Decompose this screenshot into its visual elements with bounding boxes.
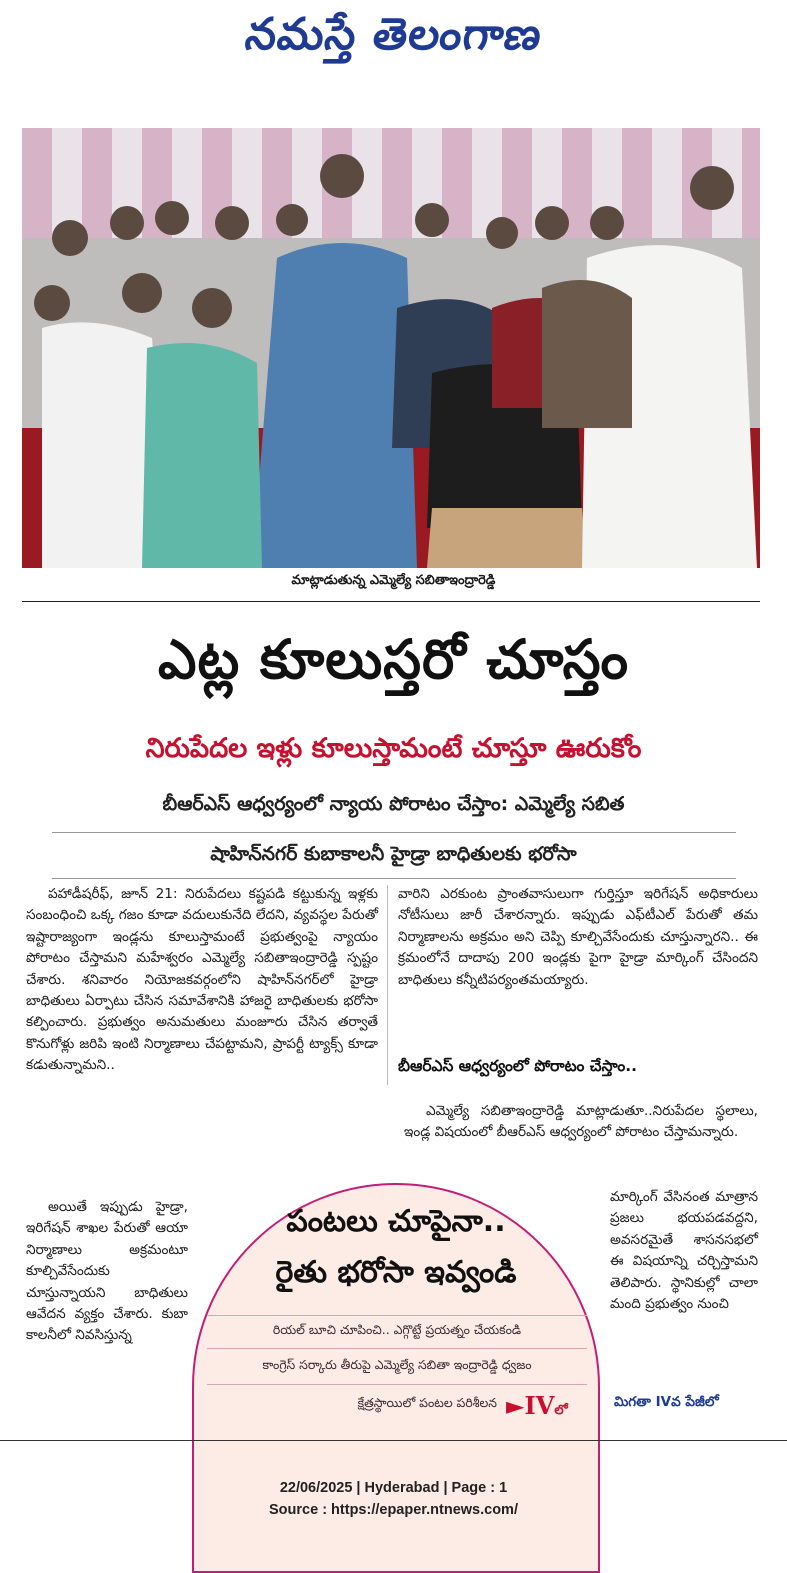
headline: ఎట్ల కూలుస్తరో చూస్తం xyxy=(158,628,629,691)
article-paragraph: అయితే ఇప్పుడు హైడ్రా, ఇరిగేషన్ శాఖల పేరుతో ఆయా నిర్మాణాలు అక్రమంటూ కూల్చివేసేందుకు చూస్తున్నాయని బాధితులు ఆవేదన వ్యక్తం చేశారు. కుబా కాలనీలో నివసిస్తున్న xyxy=(26,1199,188,1344)
page-reference-suffix: లో xyxy=(554,1403,568,1418)
sidebar-title-line-2: రైతు భరోసా ఇవ్వండి xyxy=(275,1255,517,1290)
sidebar-bullet: క్షేత్రస్థాయిలో పంటల పరిశీలన xyxy=(357,1395,497,1410)
article-column-1-top xyxy=(26,884,378,1077)
article-paragraph: మార్కింగ్ వేసినంత మాత్రాన ప్రజలు భయపడవద్దని, అవసరమైతే శాసనసభలో ఈ విషయాన్ని చర్చిస్తామని తెలిపారు. స్థానికుల్లో చాలా మంది ప్రభుత్వం నుంచి xyxy=(610,1189,758,1313)
article-column-1-bottom xyxy=(26,1197,188,1347)
article-paragraph: వారిని ఎరకుంట ప్రాంతవాసులుగా గుర్తిస్తూ ఇరిగేషన్ అధికారులు నోటీసులు జారీ చేశారన్నారు. ఇప్పుడు ఎఫ్‌టీఎల్ పేరుతో తమ నిర్మాణాలను అక్రమం అని చెప్పి కూల్చివేసేందుకు చూస్తున్నారని.. ఈ క్రమంలోనే దాదాపు 200 ఇండ్లకు పైగా హైడ్రా మార్కింగ్ చేసిందని బాధితులు కన్నీటిపర్యంతమయ్యారు. xyxy=(398,886,758,988)
masthead-title: నమస్తే తెలంగాణ xyxy=(242,9,546,60)
sidebar-divider xyxy=(207,1315,587,1316)
sidebar-divider xyxy=(207,1384,587,1385)
deck-line-1: బీఆర్ఎస్ ఆధ్వర్యంలో న్యాయ పోరాటం చేస్తాం: ఎమ్మెల్యే సబిత xyxy=(162,793,625,815)
article-column-2-bottom xyxy=(610,1187,758,1315)
page-reference-badge[interactable] xyxy=(506,1391,568,1421)
deck-divider xyxy=(52,878,736,879)
subheadline: నిరుపేదల ఇళ్లు కూలుస్తామంటే చూస్తూ ఊరుకోం xyxy=(145,733,642,764)
divider xyxy=(22,601,760,602)
column-divider xyxy=(387,885,388,1085)
section-subheading: బీఆర్ఎస్ ఆధ్వర్యంలో పోరాటం చేస్తాం.. xyxy=(398,1057,638,1075)
deck-line-2: షాహిన్‌నగర్ కుబాకాలనీ హైడ్రా బాధితులకు భరోసా xyxy=(210,843,577,865)
footer-source-line[interactable]: Source : https://epaper.ntnews.com/ xyxy=(269,1502,518,1518)
photo-caption: మాట్లాడుతున్న ఎమ్మెల్యే సబితాఇంద్రారెడ్డి xyxy=(291,573,496,588)
sidebar-divider xyxy=(207,1348,587,1349)
sidebar-title-line-1: పంటలు చూపైనా.. xyxy=(286,1204,506,1239)
footer-date-line: 22/06/2025 | Hyderabad | Page : 1 xyxy=(279,1480,508,1496)
bottom-divider xyxy=(0,1440,787,1441)
article-paragraph: ఎమ్మెల్యే సబితాఇంద్రారెడ్డి మాట్లాడుతూ..నిరుపేదల స్థలాలు, ఇండ్ల విషయంలో బీఆర్ఎస్ ఆధ్వర్యంలో పోరాటం చేస్తామన్నారు. xyxy=(404,1103,758,1141)
play-arrow-icon: ► xyxy=(506,1391,525,1420)
article-column-2-middle xyxy=(404,1101,758,1144)
page-reference-number: IV xyxy=(524,1391,555,1420)
article-paragraph: పహాడీషరీఫ్, జూన్ 21: నిరుపేదలు కష్టపడి కట్టుకున్న ఇళ్లకు సంబంధించి ఒక్క గజం కూడా వదులుకునేది లేదని, వ్యవస్థల పేరుతో ఇష్టారాజ్యంగా ఇండ్లను కూలుస్తామంటే ప్రభుత్వంపై న్యాయం పోరాటం చేస్తామని మహేశ్వరం ఎమ్మెల్యే సబితాఇంద్రారెడ్డి స్పష్టం చేశారు. శనివారం నియోజకవర్గంలోని షాహిన్‌నగర్‌లో హైడ్రా బాధితులు ఏర్పాటు చేసిన సమావేశానికి హాజరై బాధితులకు భరోసా కల్పించారు. ప్రభుత్వం అనుమతులు మంజూరు చేసిన తర్వాతే కొనుగోళ్లు జరిపి ఇంటి నిర్మాణాలు చేపట్టామని, ప్రాపర్టీ ట్యాక్స్ కూడా కడుతున్నామని.. xyxy=(26,886,378,1074)
continued-on-page[interactable]: మిగతా IVవ పేజీలో xyxy=(614,1394,719,1410)
sidebar-bullet: రియల్ బూచి చూపించి.. ఎగ్గొట్టే ప్రయత్నం చేయకండి xyxy=(272,1322,522,1337)
article-column-2-top xyxy=(398,884,758,991)
sidebar-bullet: కాంగ్రెస్ సర్కారు తీరుపై ఎమ్మెల్యే సబితా ఇంద్రారెడ్డి ధ్వజం xyxy=(262,1357,532,1372)
lead-photo-image xyxy=(22,128,760,568)
masthead xyxy=(0,0,787,80)
lead-photo xyxy=(22,128,760,568)
deck-divider xyxy=(52,832,736,833)
